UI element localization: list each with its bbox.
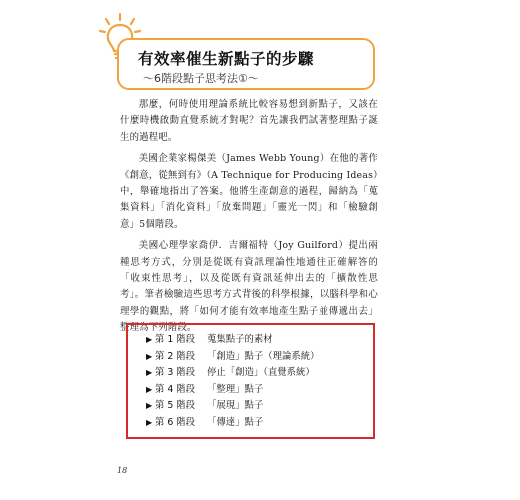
step-number: 第 2 階段	[155, 350, 196, 362]
step-item	[146, 398, 373, 415]
body-text	[120, 97, 378, 342]
step-label: 「創造」點子（理論系統）	[207, 350, 320, 362]
page-title: 有效率催生新點子的步驟	[138, 50, 315, 68]
paragraph: 那麼，何時使用理論系統比較容易想到新點子，又該在什麼時機啟動直覺系統才對呢？首先讓我們試著整理點子誕生的過程吧。	[120, 99, 378, 143]
step-number: 第 6 階段	[155, 416, 196, 428]
triangle-right-icon: ▶	[146, 417, 153, 427]
step-number: 第 1 階段	[155, 334, 196, 345]
step-item	[146, 382, 373, 399]
paragraph: 美國企業家楊傑美（James Webb Young）在他的著作《創意，從無到有》（A Technique for Producing Ideas）中，舉確地指出了答案。他將生產創意的過程，歸納為「蒐集資料」「消化資料」「放棄問題」「靈光一閃」和「檢驗創意」5個階段。	[120, 153, 378, 230]
step-label: 「傳達」點子	[207, 416, 264, 428]
triangle-right-icon: ▶	[146, 368, 153, 378]
step-number: 第 4 階段	[155, 383, 196, 395]
step-label: 停止「創造」（直覺系統）	[207, 367, 315, 379]
paragraph: 美國心理學家喬伊．吉爾福特（Joy Guilford）提出兩種思考方式，分別是從既有資訊理論性地通往正確解答的「收束性思考」，以及從既有資訊延伸出去的「擴散性思考」。筆者檢驗這些思考方式背後的科學根據，以腦科學和心理學的觀點，將「如何才能有效率地產生點子並傳遞出去」整理為下列階段。	[120, 240, 378, 334]
triangle-right-icon: ▶	[146, 335, 153, 344]
page-number: 18	[117, 466, 128, 475]
step-item	[146, 415, 373, 432]
steps-list	[128, 325, 373, 432]
step-label: 「整理」點子	[207, 383, 264, 395]
triangle-right-icon: ▶	[146, 384, 153, 394]
step-number: 第 5 階段	[155, 400, 196, 412]
triangle-right-icon: ▶	[146, 351, 153, 361]
step-label: 蒐集點子的素材	[207, 334, 273, 345]
step-item	[146, 365, 373, 382]
step-item	[146, 349, 373, 366]
steps-box	[126, 323, 375, 439]
step-item	[146, 332, 373, 349]
triangle-right-icon: ▶	[146, 401, 153, 411]
page-subtitle: ～6階段點子思考法①～	[143, 72, 259, 85]
step-label: 「展現」點子	[207, 400, 264, 412]
step-number: 第 3 階段	[155, 367, 196, 379]
title-box	[117, 38, 375, 90]
